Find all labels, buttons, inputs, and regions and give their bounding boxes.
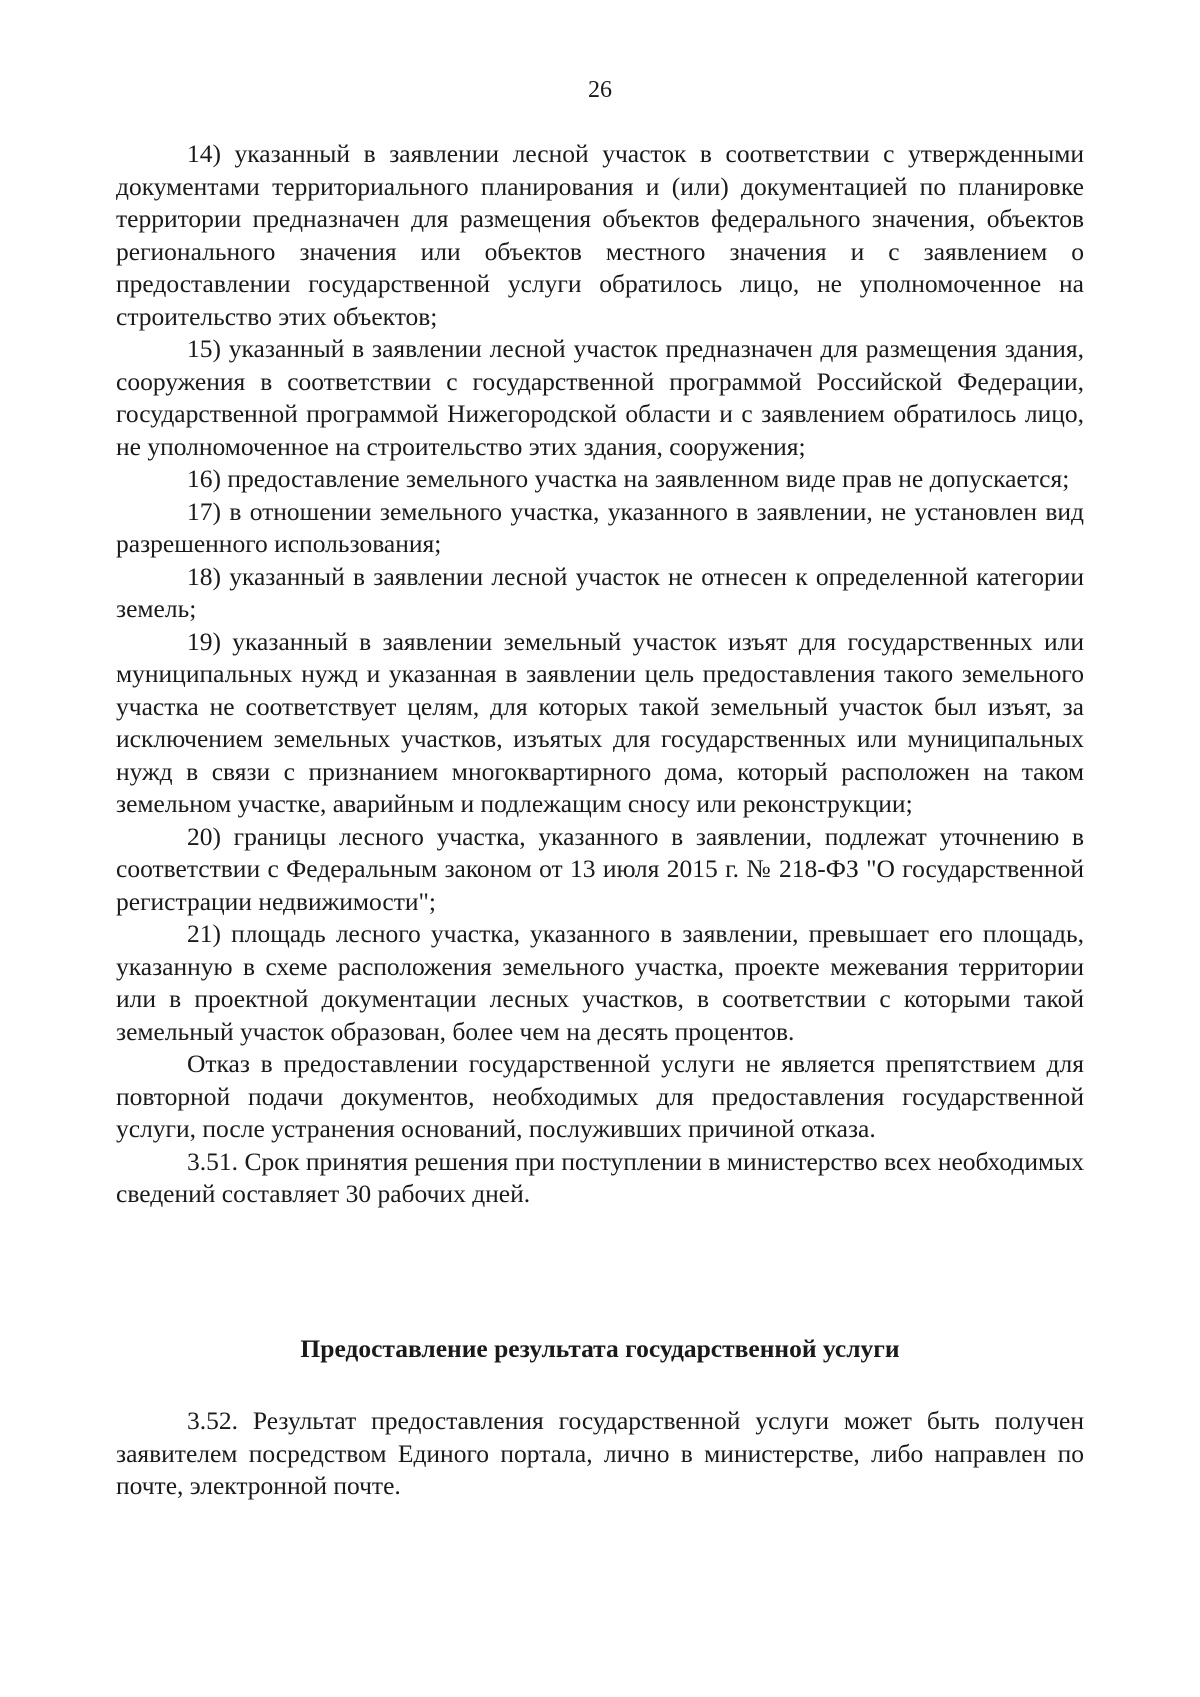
section-text [116,1405,1084,1503]
main-text [116,138,1084,1211]
section-heading: Предоставление результата государственной услуги [300,1334,900,1363]
paragraph-item-21: 21) площадь лесного участка, указанного в заявлении, превышает его площадь, указанную в схеме расположения земельного участка, проекте межевания территории или в проектной документации лесных участков, в соответствии с которыми такой земельный участок образован, более чем на десять процентов. [116,919,1084,1046]
paragraph-item-19: 19) указанный в заявлении земельный участок изъят для государственных или муниципальных нужд и указанная в заявлении цель предоставления такого земельного участка не соответствует целям, для которых такой земельный участок был изъят, за исключением земельных участков, изъятых для государственных или муниципальных нужд в связи с признанием многоквартирного дома, который расположен на таком земельном участке, аварийным и подлежащим сносу или реконструкции; [116,626,1084,818]
paragraph-item-20: 20) границы лесного участка, указанного в заявлении, подлежат уточнению в соответствии с Федеральным законом от 13 июля 2015 г. № 218-ФЗ "О государственной регистрации недвижимости"; [116,821,1084,916]
paragraph-item-15: 15) указанный в заявлении лесной участок предназначен для размещения здания, сооружения в соответствии с государственной программой Российской Федерации, государственной программой Нижегородской области и с заявлением обратилось лицо, не уполномоченное на строительство этих здания, сооружения; [116,334,1084,461]
paragraph-item-18: 18) указанный в заявлении лесной участок не отнесен к определенной категории земель; [116,561,1084,623]
page-number: 26 [588,77,612,103]
paragraph-refusal-note: Отказ в предоставлении государственной услуги не является препятствием для повторной подачи документов, необходимых для предоставления государственной услуги, после устранения оснований, послуживших причиной отказа. [116,1049,1084,1143]
paragraph-item-16: 16) предоставление земельного участка на заявленном виде прав не допускается; [187,464,1070,493]
paragraph-item-17: 17) в отношении земельного участка, указанного в заявлении, не установлен вид разрешенного использования; [116,496,1084,558]
paragraph-item-14: 14) указанный в заявлении лесной участок в соответствии с утвержденными документами территориального планирования и (или) документацией по планировке территории предназначен для размещения объектов федерального значения, объектов регионального значения или объектов местного значения и с заявлением о предоставлении государственной услуги обратилось лицо, не уполномоченное на строительство этих объектов; [116,139,1084,331]
paragraph-3-52: 3.52. Результат предоставления государственной услуги может быть получен заявителем посредством Единого портала, лично в министерстве, либо направлен по почте, электронной почте. [116,1406,1084,1500]
paragraph-3-51: 3.51. Срок принятия решения при поступлении в министерство всех необходимых сведений составляет 30 рабочих дней. [116,1146,1084,1208]
